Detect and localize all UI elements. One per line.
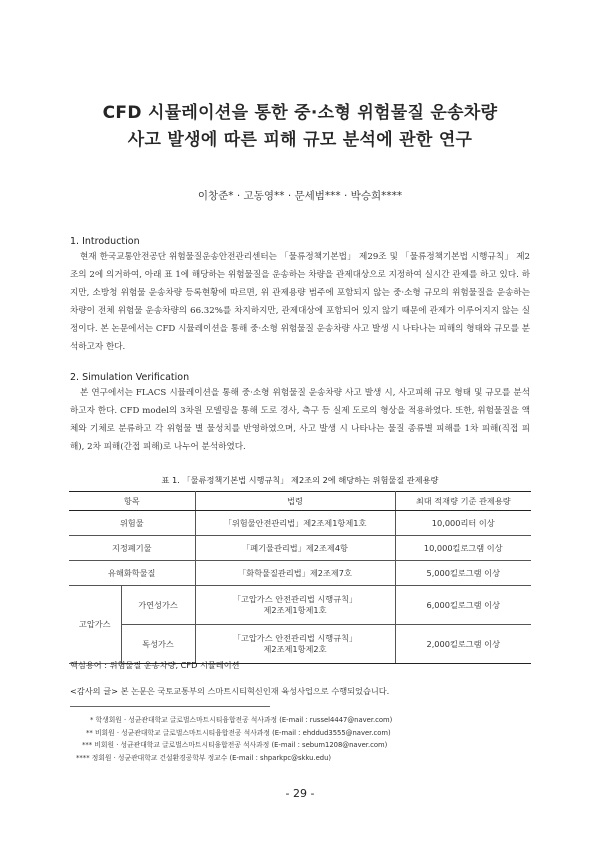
cell-capacity: 6,000킬로그램 이상 (395, 586, 531, 625)
cell-law (195, 625, 395, 664)
cell-item: 지정폐기물 (69, 536, 195, 561)
keywords: 핵심용어 : 위험물질 운송차량, CFD 시뮬레이션 (70, 660, 240, 670)
table-row (69, 625, 531, 664)
cell-law: 「폐기물관리법」제2조제4항 (195, 536, 395, 561)
footnote-divider (70, 706, 270, 707)
footnote-item: * 학생회원 · 성균관대학교 글로벌스마트시티융합전공 석사과정 (E-mail : russel4447@naver.com) (90, 716, 393, 724)
cell-item: 위험물 (69, 511, 195, 536)
cell-subitem: 가연성가스 (121, 586, 195, 625)
author-list: 이창준* · 고동영** · 문세범*** · 박승희**** (197, 190, 403, 202)
footnotes (76, 714, 392, 764)
table-row (69, 536, 531, 561)
cell-law-line2: 제2조제1항제1호 (263, 605, 327, 615)
cell-capacity: 5,000킬로그램 이상 (395, 561, 531, 586)
regulation-table (69, 491, 531, 664)
footnote-item: *** 비회원 · 성균관대학교 글로벌스마트시티융합전공 석사과정 (E-mail : sebum1208@naver.com) (82, 741, 388, 749)
acknowledgement (70, 686, 389, 697)
cell-law (195, 586, 395, 625)
section-body-introduction: 현재 한국교통안전공단 위험물질운송안전관리센터는 「물류정책기본법」 제29조 및 「물류정책기본법 시행규칙」 제2조의 2에 의거하여, 아래 표 1에 해당하는 위험물질을 운송하는 차량을 관제대상으로 지정하여 실시간 관제를 하고 있다. 하지만, 소방청 위험물 운송차량 등록현황에 따르면, 위 관제용량 범주에 포함되지 않는 중·소형 규모의 위험물질을 운송하는 차량이 전체 위험물 운송차량의 66.32%를 차지하지만, 관제대상에 포함되어 있지 않기 때문에 관제가 이루어지지 않는 실정이다. 본 논문에서는 CFD 시뮬레이션을 통해 중·소형 위험물질 운송차량 사고 발생 시 나타나는 피해의 형태와 규모를 분석하고자 한다. (70, 252, 530, 352)
header-item: 항목 (69, 492, 195, 511)
cell-law: 「위험물안전관리법」제2조제1항제1호 (195, 511, 395, 536)
page-number: - 29 - (285, 787, 315, 800)
acknowledgement-text: 본 논문은 국토교통부의 스마트시티혁신인재 육성사업으로 수행되었습니다. (120, 686, 390, 696)
footnote-item: **** 정회원 · 성균관대학교 건설환경공학부 정교수 (E-mail : shparkpc@skku.edu) (76, 753, 332, 762)
cell-capacity: 10,000리터 이상 (395, 511, 531, 536)
cell-capacity: 10,000킬로그램 이상 (395, 536, 531, 561)
table-header-row (69, 492, 531, 511)
cell-group-item: 고압가스 (69, 586, 121, 664)
cell-capacity: 2,000킬로그램 이상 (395, 625, 531, 664)
header-law: 법령 (195, 492, 395, 511)
table-row (69, 511, 531, 536)
paper-title-line2: 사고 발생에 따른 피해 규모 분석에 관한 연구 (127, 130, 473, 150)
header-capacity: 최대 적재량 기준 관제용량 (395, 492, 531, 511)
cell-law-line1: 「고압가스 안전관리법 시행규칙」 (232, 594, 358, 604)
footnote-item: ** 비회원 · 성균관대학교 글로벌스마트시티융합전공 석사과정 (E-mail : ehddud3555@naver.com) (86, 728, 391, 737)
table-caption: 표 1. 「물류정책기본법 시행규칙」 제2조의 2에 해당하는 위험물질 관제용량 (161, 475, 439, 485)
section-body-simulation: 본 연구에서는 FLACS 시뮬레이션을 통해 중·소형 위험물질 운송차량 사고 발생 시, 사고피해 규모 형태 및 규모를 분석하고자 한다. CFD model의 3차원 모델링을 통해 도로 경사, 측구 등 실제 도로의 형상을 적용하였다. 또한, 위험물질을 액체와 기체로 분류하고 각 위험물 별 물성치를 반영하였으며, 사고 발생 시 나타나는 물질 종류별 피해를 1차 피해(직접 피해), 2차 피해(간접 피해)로 나누어 분석하였다. (70, 388, 530, 452)
section-heading-simulation: 2. Simulation Verification (70, 372, 190, 383)
cell-law-line2: 제2조제1항제2호 (263, 644, 327, 654)
cell-item: 유해화학물질 (69, 561, 195, 586)
cell-law: 「화학물질관리법」제2조제7호 (195, 561, 395, 586)
table-row (69, 586, 531, 625)
cell-law-line1: 「고압가스 안전관리법 시행규칙」 (232, 633, 358, 643)
cell-subitem: 독성가스 (121, 625, 195, 664)
section-heading-introduction: 1. Introduction (70, 236, 140, 247)
table-row (69, 561, 531, 586)
acknowledgement-label: <감사의 글> (70, 686, 118, 696)
paper-title-line1: CFD 시뮬레이션을 통한 중·소형 위험물질 운송차량 (102, 103, 498, 123)
